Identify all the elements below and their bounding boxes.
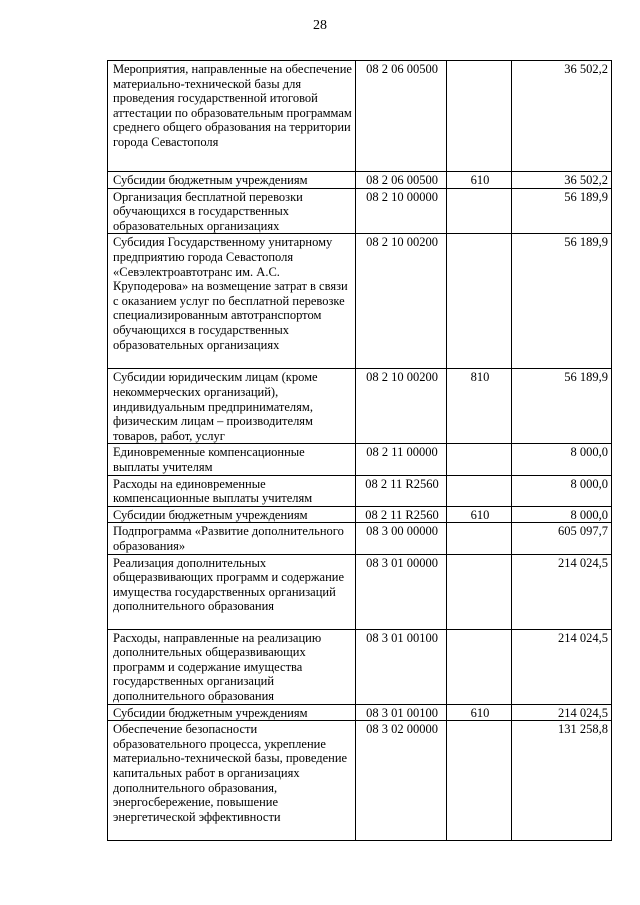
row-name: Субсидии бюджетным учреждениям	[108, 506, 356, 523]
row-expense-kind	[447, 188, 512, 234]
row-expense-kind	[447, 629, 512, 704]
row-name: Мероприятия, направленные на обеспечение материально-технической базы для проведения государственной итоговой аттестации по образовательным программам среднего общего образования на территории города Севастополя	[108, 61, 356, 172]
row-target-code: 08 2 11 R2560	[356, 475, 447, 506]
row-target-code: 08 2 06 00500	[356, 61, 447, 172]
row-expense-kind: 610	[447, 506, 512, 523]
row-sum: 8 000,0	[512, 444, 612, 475]
row-target-code: 08 2 11 00000	[356, 444, 447, 475]
row-name: Подпрограмма «Развитие дополнительного образования»	[108, 523, 356, 554]
budget-table	[107, 60, 612, 841]
table-row	[108, 704, 612, 721]
row-sum: 8 000,0	[512, 475, 612, 506]
table-row	[108, 554, 612, 629]
row-target-code: 08 2 10 00200	[356, 234, 447, 369]
row-sum: 214 024,5	[512, 629, 612, 704]
row-target-code: 08 2 11 R2560	[356, 506, 447, 523]
table-row	[108, 506, 612, 523]
row-expense-kind	[447, 475, 512, 506]
row-expense-kind	[447, 721, 512, 841]
row-target-code: 08 3 02 00000	[356, 721, 447, 841]
page-number: 28	[313, 18, 327, 33]
row-name: Субсидии бюджетным учреждениям	[108, 172, 356, 189]
row-sum: 131 258,8	[512, 721, 612, 841]
row-expense-kind	[447, 554, 512, 629]
row-name: Расходы на единовременные компенсационные выплаты учителям	[108, 475, 356, 506]
row-target-code: 08 3 01 00100	[356, 704, 447, 721]
table-row	[108, 188, 612, 234]
table-row	[108, 61, 612, 172]
row-sum: 56 189,9	[512, 234, 612, 369]
row-sum: 56 189,9	[512, 369, 612, 444]
table-row	[108, 369, 612, 444]
row-name: Единовременные компенсационные выплаты учителям	[108, 444, 356, 475]
row-sum: 36 502,2	[512, 172, 612, 189]
table-row	[108, 172, 612, 189]
row-name: Обеспечение безопасности образовательного процесса, укрепление материально-технической базы, проведение капитальных работ в организациях дополнительного образования, энергосбережение, повышение энергетической эффективности	[108, 721, 356, 841]
row-sum: 605 097,7	[512, 523, 612, 554]
table-row	[108, 475, 612, 506]
row-name: Реализация дополнительных общеразвивающих программ и содержание имущества государственных организаций дополнительного образования	[108, 554, 356, 629]
row-expense-kind: 610	[447, 704, 512, 721]
table-row	[108, 234, 612, 369]
row-name: Расходы, направленные на реализацию дополнительных общеразвивающих программ и содержание имущества государственных организаций дополнительного образования	[108, 629, 356, 704]
table-row	[108, 523, 612, 554]
budget-table-body	[108, 61, 612, 841]
row-sum: 214 024,5	[512, 704, 612, 721]
row-expense-kind	[447, 523, 512, 554]
row-name: Субсидии бюджетным учреждениям	[108, 704, 356, 721]
row-expense-kind	[447, 444, 512, 475]
row-target-code: 08 2 10 00000	[356, 188, 447, 234]
table-row	[108, 721, 612, 841]
row-target-code: 08 2 10 00200	[356, 369, 447, 444]
table-row	[108, 629, 612, 704]
row-target-code: 08 3 00 00000	[356, 523, 447, 554]
row-target-code: 08 3 01 00100	[356, 629, 447, 704]
row-name: Субсидии юридическим лицам (кроме некоммерческих организаций), индивидуальным предпринимателям, физическим лицам – производителям товаров, работ, услуг	[108, 369, 356, 444]
row-sum: 8 000,0	[512, 506, 612, 523]
row-sum: 214 024,5	[512, 554, 612, 629]
row-expense-kind	[447, 234, 512, 369]
row-expense-kind	[447, 61, 512, 172]
row-name: Субсидия Государственному унитарному предприятию города Севастополя «Севэлектроавтотранс им. А.С. Круподерова» на возмещение затрат в связи с оказанием услуг по бесплатной перевозке специализированным автотранспортом обучающихся в государственных образовательных организациях	[108, 234, 356, 369]
row-target-code: 08 2 06 00500	[356, 172, 447, 189]
row-name: Организация бесплатной перевозки обучающихся в государственных образовательных организациях	[108, 188, 356, 234]
row-sum: 36 502,2	[512, 61, 612, 172]
row-sum: 56 189,9	[512, 188, 612, 234]
row-expense-kind: 610	[447, 172, 512, 189]
table-row	[108, 444, 612, 475]
row-target-code: 08 3 01 00000	[356, 554, 447, 629]
row-expense-kind: 810	[447, 369, 512, 444]
